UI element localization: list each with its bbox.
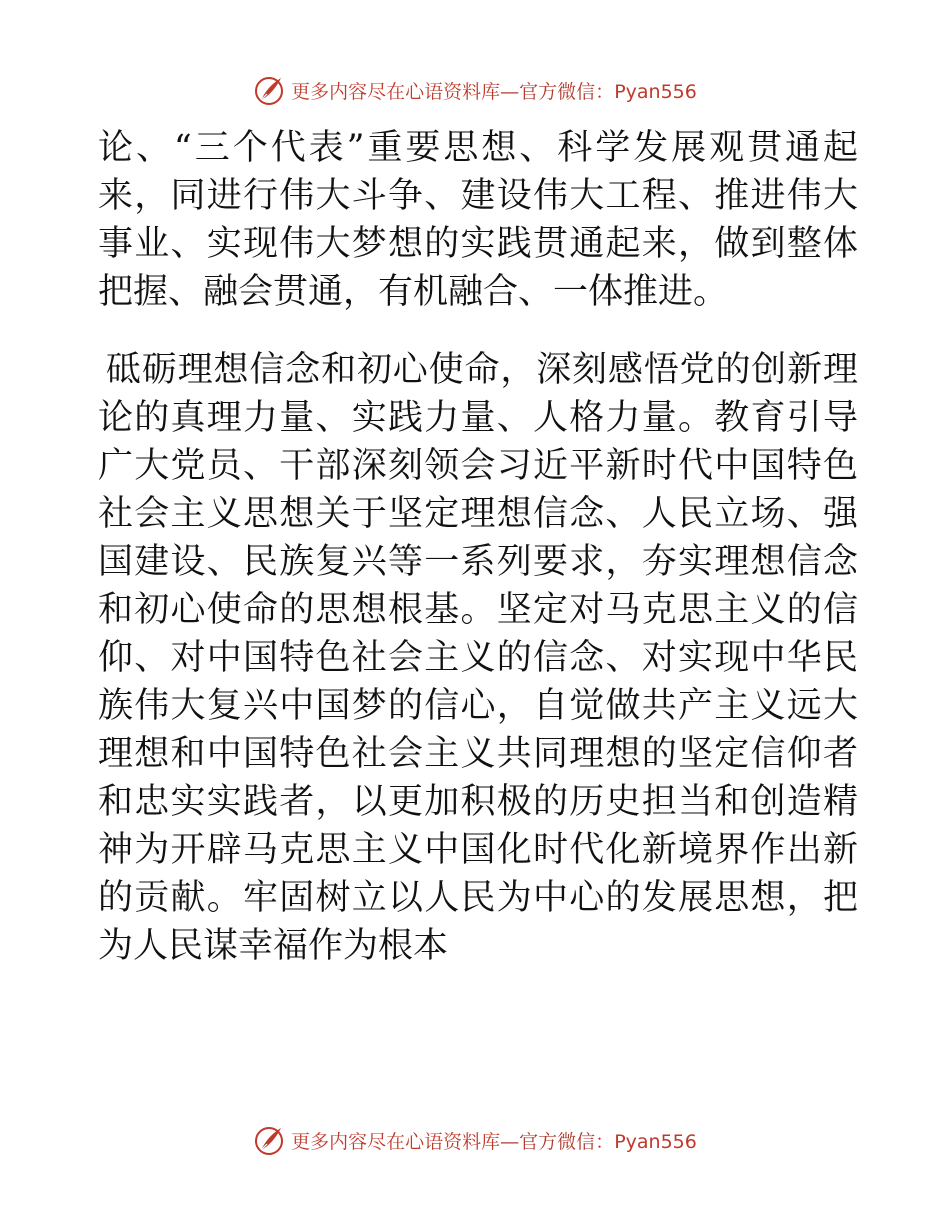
footer-wechat-id: Pyan556 [614, 1130, 697, 1153]
header-site-text: 更多内容尽在心语资料库 [291, 80, 501, 103]
header-wechat-label: 官方微信： [519, 80, 615, 103]
footer-site-text: 更多内容尽在心语资料库 [291, 1130, 501, 1153]
paragraph-2: 砥砺理想信念和初心使命，深刻感悟党的创新理论的真理力量、实践力量、人格力量。教育引导广大党员、干部深刻领会习近平新时代中国特色社会主义思想关于坚定理想信念、人民立场、强国建设、民族复兴等一系列要求，夯实理想信念和初心使命的思想根基。坚定对马克思主义的信仰、对中国特色社会主义的信念、对实现中华民族伟大复兴中国梦的信心，自觉做共产主义远大理想和中国特色社会主义共同理想的坚定信仰者和忠实实践者，以更加积极的历史担当和创造精神为开辟马克思主义中国化时代化新境界作出新的贡献。牢固树立以人民为中心的发展思想，把为人民谋幸福作为根本 [98, 350, 858, 966]
feather-pen-logo-icon [253, 1124, 285, 1156]
document-body [98, 124, 858, 970]
header-text [291, 77, 697, 104]
footer-wechat-label: 官方微信： [519, 1130, 615, 1153]
header-banner [0, 70, 950, 110]
feather-pen-logo-icon [253, 74, 285, 106]
header-wechat-id: Pyan556 [614, 80, 697, 103]
header-separator: — [500, 80, 520, 103]
footer-separator: — [500, 1130, 520, 1153]
footer-banner [0, 1120, 950, 1160]
paragraph-1: 论、“三个代表”重要思想、科学发展观贯通起来，同进行伟大斗争、建设伟大工程、推进伟大事业、实现伟大梦想的实践贯通起来，做到整体把握、融会贯通，有机融合、一体推进。 [98, 128, 858, 312]
footer-text [291, 1127, 697, 1154]
